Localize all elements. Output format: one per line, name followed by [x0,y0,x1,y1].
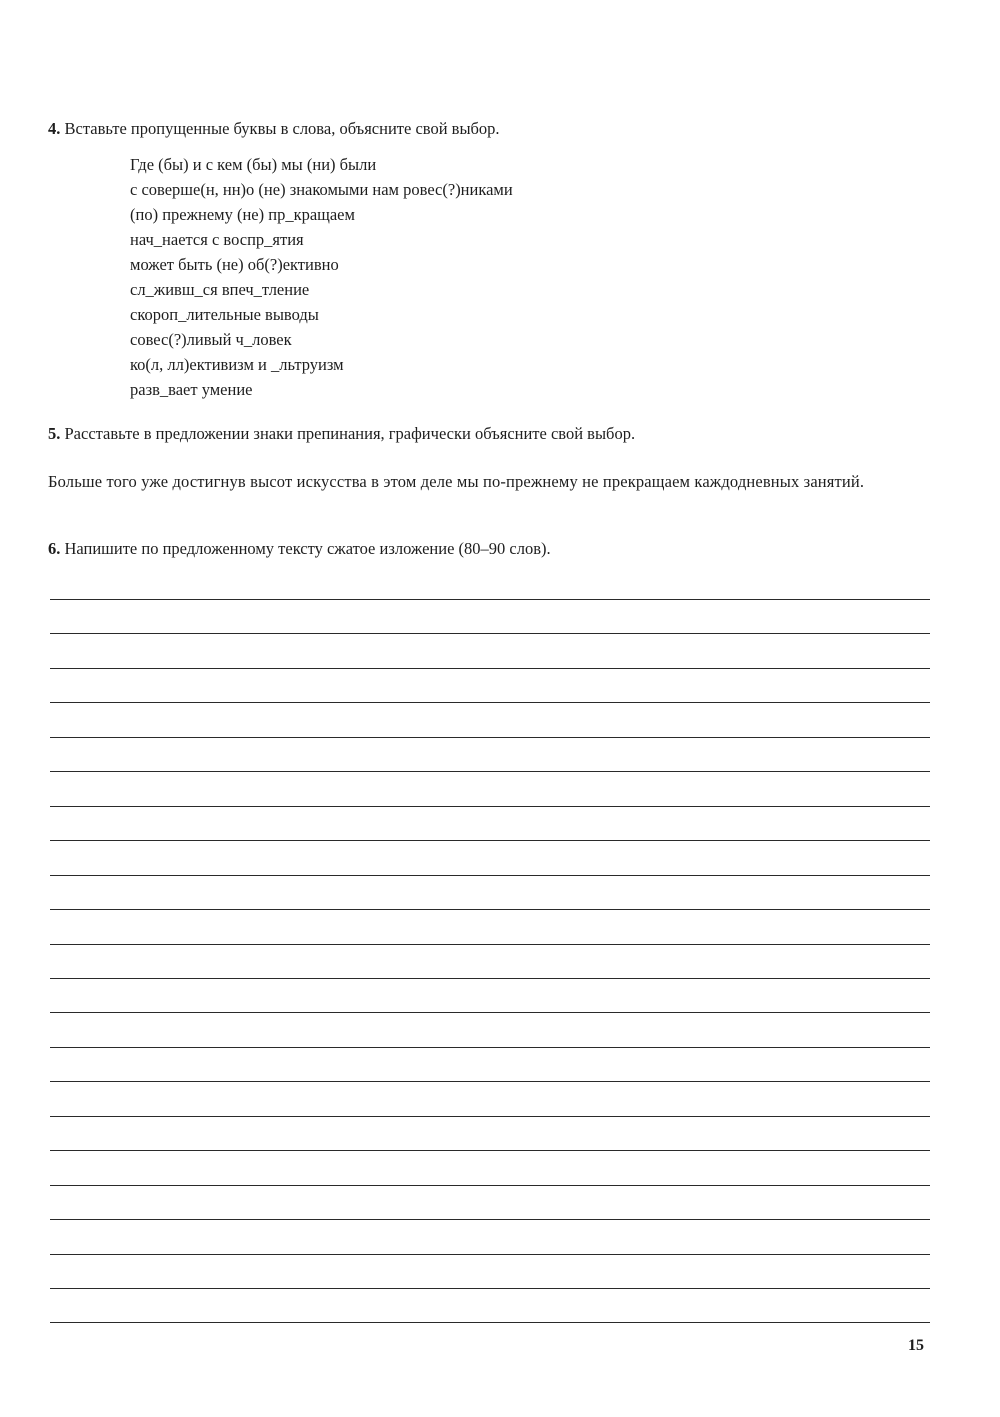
writing-line [50,1185,930,1186]
writing-line [50,1081,930,1082]
phrase-item: (по) прежнему (не) пр_кращаем [130,205,355,224]
page-number: 15 [908,1337,924,1354]
writing-line [50,1254,930,1255]
writing-line [50,1012,930,1013]
writing-line [50,1288,930,1289]
task-5-number: 5. [48,424,61,443]
writing-line [50,806,930,807]
task-4-number: 4. [48,119,61,138]
phrase-item: ко(л, лл)ективизм и _льтруизм [130,355,344,374]
writing-line [50,737,930,738]
writing-line [50,599,930,600]
task-5-sentence: Больше того уже достигнув высот искусства в этом деле мы по-прежнему не прекращаем каждодневных занятий. [48,472,865,491]
phrase-item: может быть (не) об(?)ективно [130,255,339,274]
task-6-instruction: Напишите по предложенному тексту сжатое изложение (80–90 слов). [64,539,551,558]
writing-line [50,668,930,669]
writing-line [50,840,930,841]
writing-line [50,702,930,703]
writing-line [50,1047,930,1048]
writing-line [50,1150,930,1151]
task-5-instruction: Расставьте в предложении знаки препинания, графически объясните свой выбор. [64,424,636,443]
phrase-item: совес(?)ливый ч_ловек [130,330,292,349]
writing-line [50,1322,930,1323]
writing-line [50,944,930,945]
phrase-item: с соверше(н, нн)о (не) знакомыми нам ровес(?)никами [130,180,513,199]
task-5-heading [48,424,635,444]
writing-line [50,875,930,876]
task-4-heading [48,119,500,139]
task-6-number: 6. [48,539,61,558]
phrase-item: скороп_лительные выводы [130,305,319,324]
phrase-item: сл_живш_ся впеч_тление [130,280,310,299]
writing-line [50,978,930,979]
writing-line [50,1116,930,1117]
task-4-instruction: Вставьте пропущенные буквы в слова, объясните свой выбор. [64,119,500,138]
writing-line [50,771,930,772]
writing-line [50,1219,930,1220]
task-6-heading [48,539,551,559]
phrase-item: Где (бы) и с кем (бы) мы (ни) были [130,155,377,174]
writing-line [50,909,930,910]
task-4-phrase-list [130,154,513,404]
writing-line [50,633,930,634]
phrase-item: нач_нается с воспр_ятия [130,230,304,249]
phrase-item: разв_вает умение [130,380,253,399]
